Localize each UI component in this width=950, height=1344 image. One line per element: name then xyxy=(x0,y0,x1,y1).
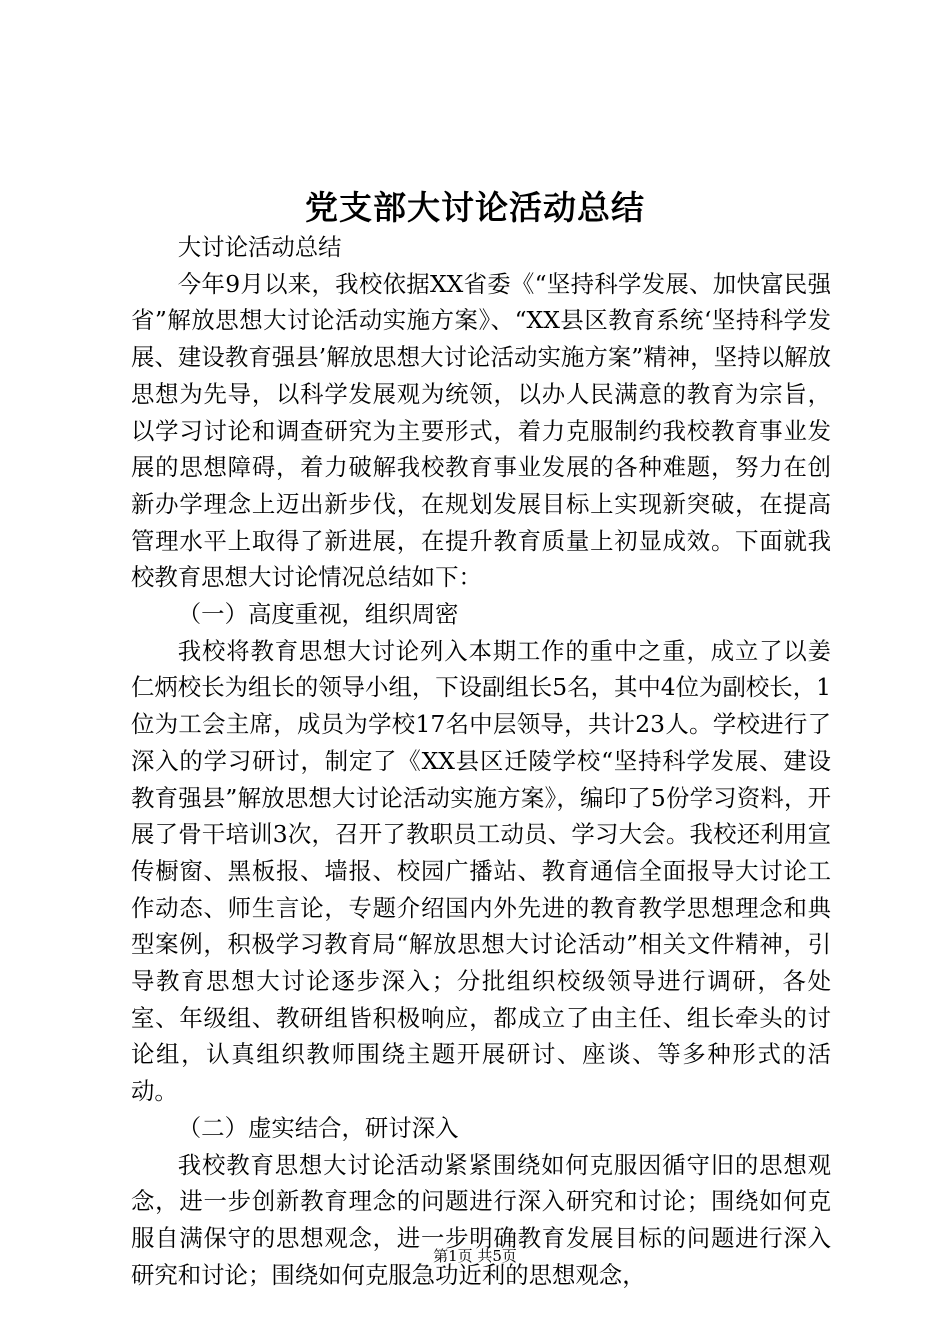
section-heading-2: （二）虚实结合，研讨深入 xyxy=(177,1113,459,1142)
paragraph-section-2: 我校教育思想大讨论活动紧紧围绕如何克服因循守旧的思想观念，进一步创新教育理念的问题进行深入研究和讨论；围绕如何克服自满保守的思想观念，进一步明确教育发展目标的问题进行深入研究和讨论；围绕如何克服急功近利的思想观念， xyxy=(131,1150,831,1289)
document-body xyxy=(131,229,831,1293)
document-title: 党支部大讨论活动总结 xyxy=(305,188,645,227)
paragraph-subtitle: 大讨论活动总结 xyxy=(177,233,342,261)
page-footer: 第1页 共5页 xyxy=(433,1247,517,1265)
paragraph-intro: 今年9月以来，我校依据XX省委《“坚持科学发展、加快富民强省”解放思想大讨论活动实施方案》、“XX县区教育系统‘坚持科学发展、建设教育强县’解放思想大讨论活动实施方案”精神，坚持以解放思想为先导，以科学发展观为统领，以办人民满意的教育为宗旨，以学习讨论和调查研究为主要形式，着力克服制约我校教育事业发展的思想障碍，着力破解我校教育事业发展的各种难题，努力在创新办学理念上迈出新步伐，在规划发展目标上实现新突破，在提高管理水平上取得了新进展，在提升教育质量上初显成效。下面就我校教育思想大讨论情况总结如下： xyxy=(131,269,831,592)
paragraph-section-1: 我校将教育思想大讨论列入本期工作的重中之重，成立了以姜仁炳校长为组长的领导小组，下设副组长5名，其中4位为副校长，1位为工会主席，成员为学校17名中层领导，共计23人。学校进行了深入的学习研讨，制定了《XX县区迁陵学校“坚持科学发展、建设教育强县”解放思想大讨论活动实施方案》，编印了5份学习资料，开展了骨干培训3次，召开了教职员工动员、学习大会。我校还利用宣传橱窗、黑板报、墙报、校园广播站、教育通信全面报导大讨论工作动态、师生言论，专题介绍国内外先进的教育教学思想理念和典型案例，积极学习教育局“解放思想大讨论活动”相关文件精神，引导教育思想大讨论逐步深入；分批组织校级领导进行调研，各处室、年级组、教研组皆积极响应，都成立了由主任、组长牵头的讨论组，认真组织教师围绕主题开展研讨、座谈、等多种形式的活动。 xyxy=(131,636,831,1106)
section-heading-1: （一）高度重视，组织周密 xyxy=(177,600,459,629)
